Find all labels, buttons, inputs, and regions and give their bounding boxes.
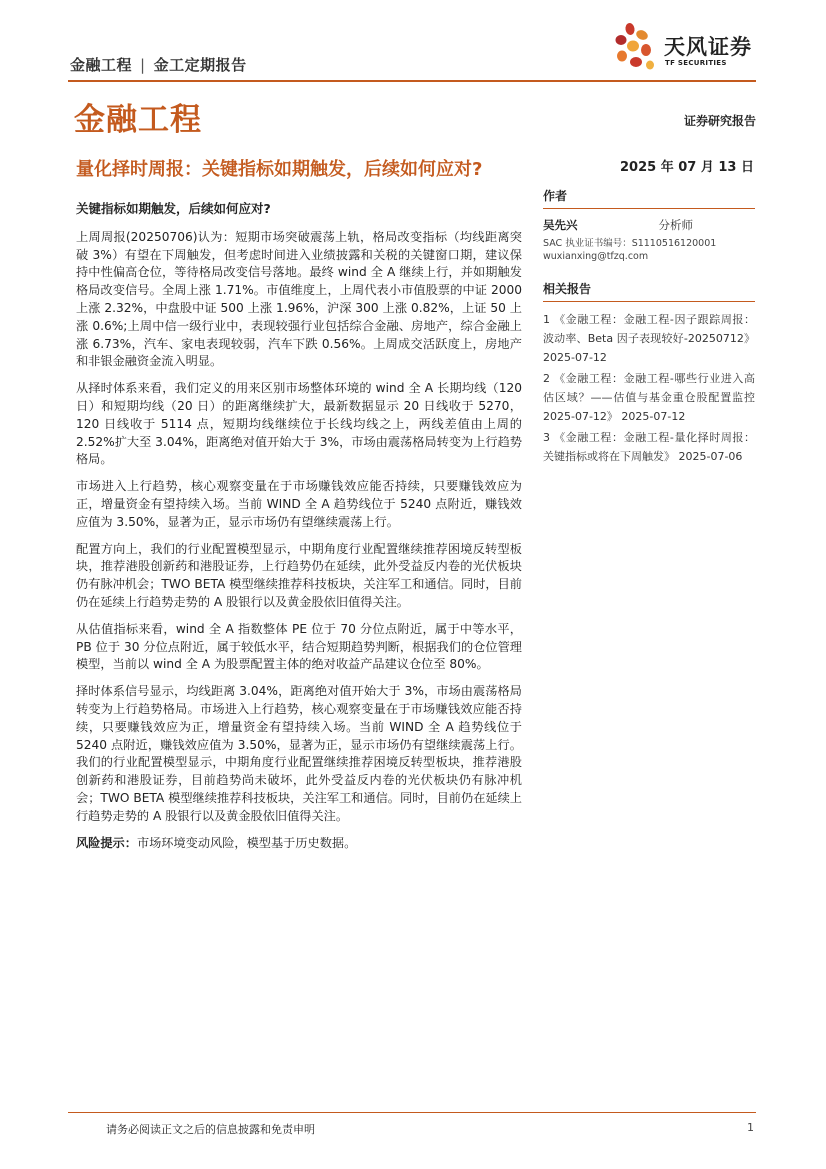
sidebar: [543, 187, 755, 468]
section-title: 金融工程: [74, 102, 202, 138]
body-paragraph: 上周周报(20250706)认为：短期市场突破震荡上轨，格局改变指标（均线距离突破 3%）有望在下周触发，但考虑时间进入业绩披露和关税的关键窗口期，建议保持中性偏高仓位，等待格局改变信号落地。最终 wind 全 A 继续上行，并如期触发格局改变信号。全周上涨 1.71%。市值维度上，上周代表小市值股票的中证 2000 上涨 2.32%，中盘股中证 500 上涨 1.96%，沪深 300 上涨 0.82%，上证 50 上涨 0.6%;上周中信一级行业中，表现较强行业包括综合金融、房地产，综合金融上涨 6.73%，汽车、家电表现较弱，汽车下跌 0.56%。上周成交活跃度上，房地产和非银金融资金流入明显。: [76, 229, 522, 369]
body-paragraph: 从估值指标来看，wind 全 A 指数整体 PE 位于 70 分位点附近，属于中等水平，PB 位于 30 分位点附近，属于较低水平，结合短期趋势判断，根据我们的仓位管理模型，当前以 wind 全 A 为股票配置主体的绝对收益产品建议仓位至 80%。: [76, 621, 522, 672]
company-logo: [612, 22, 762, 74]
risk-label: 风险提示：: [76, 835, 137, 850]
author-role: 分析师: [658, 218, 693, 232]
body-paragraph: 配置方向上，我们的行业配置模型显示，中期角度行业配置继续推荐困境反转型板块，推荐港股创新药和港股证券，上行趋势仍在延续，此外受益反内卷的光伏板块仍有脉冲机会；TWO BETA 模型继续推荐科技板块，关注军工和通信。同时，目前仍在延续上行趋势走势的 A 股银行以及黄金股依旧值得关注。: [76, 541, 522, 609]
author-section-label: 作者: [543, 187, 755, 209]
report-date: 2025 年 07 月 13 日: [620, 160, 754, 175]
footer-disclaimer: 请务必阅读正文之后的信息披露和免责申明: [106, 1123, 315, 1136]
related-report-item[interactable]: 2 《金融工程：金融工程-哪些行业进入高估区域？——估值与基金重仓股配置监控 2025-07-12》 2025-07-12: [543, 372, 755, 423]
page-number: 1: [747, 1121, 754, 1134]
author-email[interactable]: wuxianxing@tfzq.com: [543, 251, 649, 262]
report-headline: 量化择时周报：关键指标如期触发，后续如何应对?: [76, 159, 483, 180]
breadcrumb: [70, 54, 247, 75]
related-report-item[interactable]: 1 《金融工程：金融工程-因子跟踪周报：波动率、Beta 因子表现较好-20250712》 2025-07-12: [543, 313, 755, 364]
author-row: [543, 217, 693, 233]
breadcrumb-separator: |: [140, 56, 146, 74]
header-divider: [68, 80, 756, 82]
logo-mark-icon: [612, 22, 660, 74]
body-paragraph: 择时体系信号显示，均线距离 3.04%，距离绝对值开始大于 3%，市场由震荡格局转变为上行趋势格局。市场进入上行趋势，核心观察变量在于市场赚钱效应能否持续，只要赚钱效应为正，增量资金有望持续入场。当前 WIND 全 A 趋势线位于 5240 点附近，赚钱效应值为 3.50%，显著为正，显示市场仍有望继续震荡上行。我们的行业配置模型显示，中期角度行业配置继续推荐困境反转型板块，推荐港股创新药和港股证券，目前趋势尚未破坏，此外受益反内卷的光伏板块仍有脉冲机会；TWO BETA 模型继续推荐科技板块，关注军工和通信。同时，目前仍在延续上行趋势走势的 A 股银行以及黄金股依旧值得关注。: [76, 684, 522, 823]
body-paragraph: 从择时体系来看，我们定义的用来区别市场整体环境的 wind 全 A 长期均线（120 日）和短期均线（20 日）的距离继续扩大，最新数据显示 20 日线收于 5270，120 日线收于 5114 点，短期均线继续位于长线均线之上，两线差值由上周的 2.52%扩大至 3.04%，距离绝对值开始大于 3%，市场由震荡格局转变为上行趋势格局。: [76, 381, 522, 467]
body-subheading: 关键指标如期触发，后续如何应对?: [76, 201, 271, 216]
footer-divider: [68, 1112, 756, 1113]
author-sac-number: SAC 执业证书编号：S1110516120001: [543, 238, 717, 249]
logo-cn-text: 天风证券: [664, 35, 752, 59]
breadcrumb-sub: 金工定期报告: [153, 56, 247, 74]
body-paragraph: 市场进入上行趋势，核心观察变量在于市场赚钱效应能否持续，只要赚钱效应为正，增量资金有望持续入场。当前 WIND 全 A 趋势线位于 5240 点附近，赚钱效应值为 3.50%，显著为正，显示市场仍有望继续震荡上行。: [76, 479, 522, 529]
risk-notice: [76, 835, 522, 853]
logo-en-text: TF SECURITIES: [665, 59, 727, 67]
related-report-item[interactable]: 3 《金融工程：金融工程-量化择时周报：关键指标或将在下周触发》 2025-07-06: [543, 431, 755, 463]
risk-text: 市场环境变动风险，模型基于历史数据。: [136, 835, 357, 850]
report-type-label: 证券研究报告: [683, 114, 756, 128]
related-reports-label: 相关报告: [543, 280, 755, 302]
author-name: 吴先兴: [543, 218, 578, 232]
breadcrumb-section: 金融工程: [70, 56, 133, 74]
main-body: [76, 200, 522, 861]
